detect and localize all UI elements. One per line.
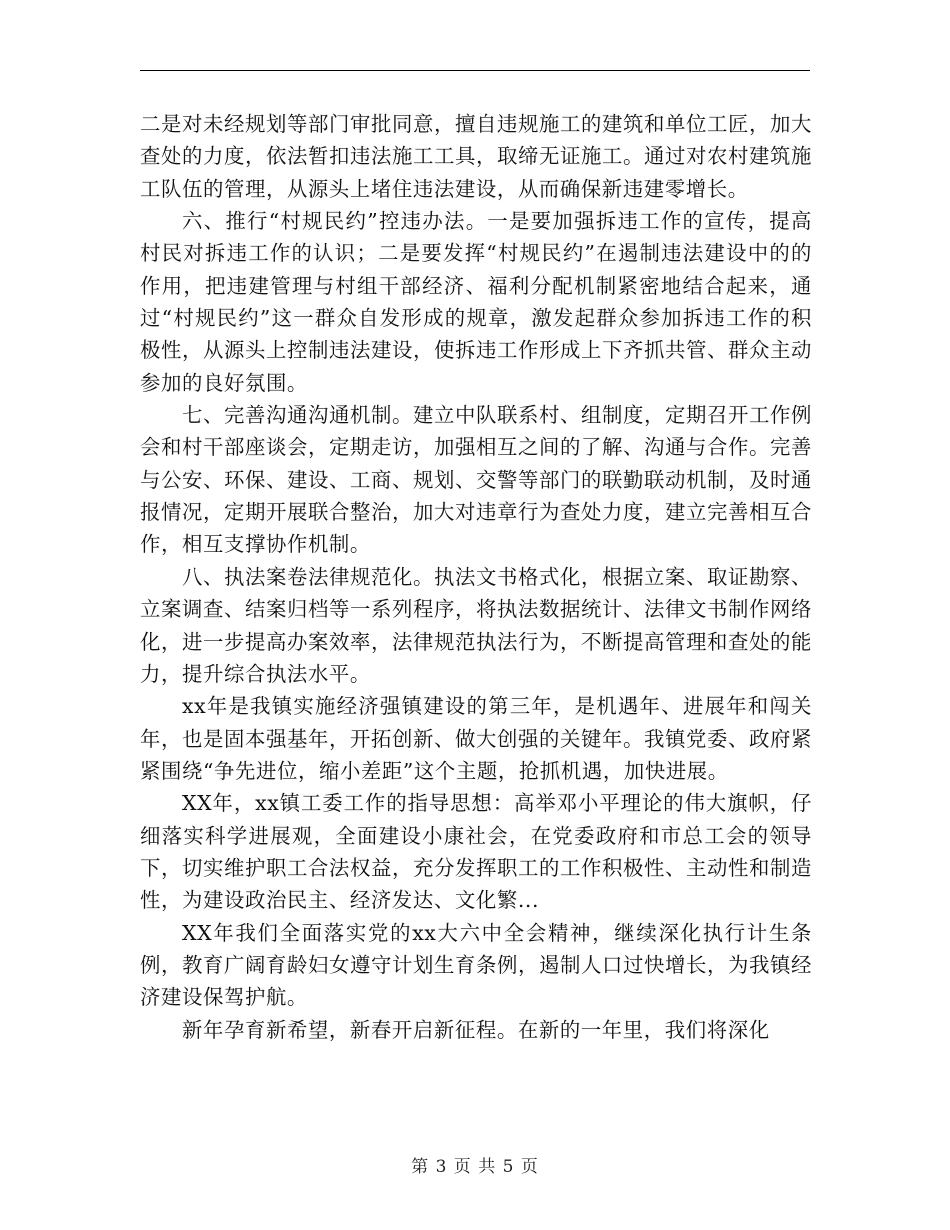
paragraph-new-year: 新年孕育新希望，新春开启新征程。在新的一年里，我们将深化 — [182, 1017, 770, 1042]
paragraph-section-seven: 七、完善沟通沟通机制。建立中队联系村、组制度，定期召开工作例会和村干部座谈会，定期走访，加强相互之间的了解、沟通与合作。完善与公安、环保、建设、工商、规划、交警等部门的联勤联动机制，及时通报情况，定期开展联合整治，加大对违章行为查处力度，建立完善相互合作，相互支撑协作机制。 — [140, 403, 812, 557]
paragraph-xx-year: xx年是我镇实施经济强镇建设的第三年，是机遇年、进展年和闯关年，也是固本强基年，开拓创新、做大创强的关键年。我镇党委、政府紧紧围绕“争先进位，缩小差距”这个主题，抢抓机遇，加快进展。 — [140, 694, 812, 783]
body-text — [140, 108, 812, 1046]
header-rule — [140, 70, 810, 71]
paragraph-section-six: 六、推行“村规民约”控违办法。一是要加强拆违工作的宣传，提高村民对拆违工作的认识；二是要发挥“村规民约”在遏制违法建设中的的作用，把违建管理与村组干部经济、福利分配机制紧密地结合起来，通过“村规民约”这一群众自发形成的规章，激发起群众参加拆违工作的积极性，从源头上控制违法建设，使拆违工作形成上下齐抓共管、群众主动参加的良好氛围。 — [140, 209, 812, 395]
page-number-footer: 第 3 页 共 5 页 — [411, 1157, 539, 1177]
paragraph-family-planning: XX年我们全面落实党的xx大六中全会精神，继续深化执行计生条例，教育广阔育龄妇女遵守计划生育条例，遏制人口过快增长，为我镇经济建设保驾护航。 — [140, 920, 812, 1010]
paragraph-union-guidance: XX年，xx镇工委工作的指导思想：高举邓小平理论的伟大旗帜，仔细落实科学进展观，全面建设小康社会，在党委政府和市总工会的领导下，切实维护职工合法权益，充分发挥职工的工作积极性、主动性和制造性，为建设政治民主、经济发达、文化繁... — [140, 791, 812, 913]
paragraph-continuation: 二是对未经规划等部门审批同意，擅自违规施工的建筑和单位工匠，加大查处的力度，依法暂扣违法施工工具，取缔无证施工。通过对农村建筑施工队伍的管理，从源头上堵住违法建设，从而确保新违建零增长。 — [140, 112, 812, 201]
paragraph-section-eight: 八、执法案卷法律规范化。执法文书格式化，根据立案、取证勘察、立案调查、结案归档等一系列程序，将执法数据统计、法律文书制作网络化，进一步提高办案效率，法律规范执法行为，不断提高管理和查处的能力，提升综合执法水平。 — [140, 564, 812, 686]
